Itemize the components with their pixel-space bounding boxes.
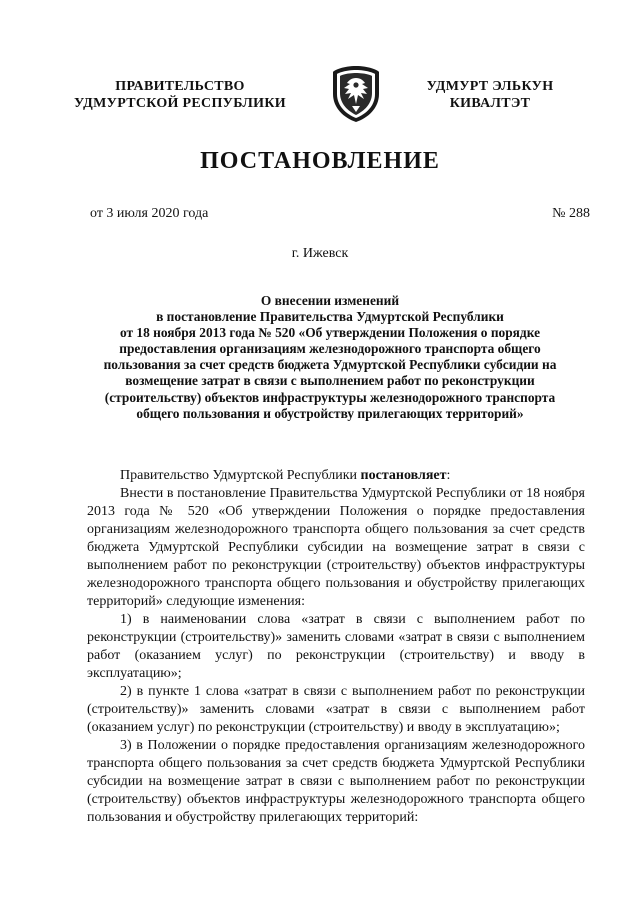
document-subject — [80, 293, 580, 422]
header-left-line2: УДМУРТСКОЙ РЕСПУБЛИКИ — [74, 96, 286, 111]
document-meta — [90, 206, 590, 224]
subject-line: (строительству) объектов инфраструктуры железнодорожного транспорта — [104, 389, 556, 405]
document-city: г. Ижевск — [291, 246, 349, 261]
government-name-russian — [60, 78, 300, 112]
subject-line: от 18 ноября 2013 года № 520 «Об утверждении Положения о порядке — [119, 325, 541, 341]
subject-line: общего пользования и обустройству прилегающих территорий» — [136, 405, 524, 421]
paragraph-main: Внести в постановление Правительства Удмуртской Республики от 18 ноября 2013 года № 520 «Об утверждении Положения о порядке предоставления организациям железнодорожного транспорта общего пользования за счет средств бюджета Удмуртской Республики субсидии на возмещение затрат в связи с выполнением работ по реконструкции (строительству) объектов инфраструктуры железнодорожного транспорта общего пользования и обустройству прилегающих территорий» следующие изменения: — [87, 486, 585, 609]
government-name-udmurt — [400, 78, 580, 112]
paragraph-item-1: 1) в наименовании слова «затрат в связи с выполнением работ по реконструкции (строительству)» заменить словами «затрат в связи с выполнением работ (оказанием услуг) по реконструкции (строительству) и вводу в эксплуатацию»; — [87, 612, 585, 681]
document-header — [0, 64, 640, 124]
header-left-line1: ПРАВИТЕЛЬСТВО — [115, 79, 245, 94]
intro-bold-verb: постановляет — [360, 468, 447, 483]
subject-line: возмещение затрат в связи с выполнением работ по реконструкции — [125, 373, 535, 389]
intro-text: Правительство Удмуртской Республики — [120, 468, 361, 483]
paragraph-item-2: 2) в пункте 1 слова «затрат в связи с выполнением работ по реконструкции (строительству)» заменить словами «затрат в связи с выполнением работ (оказанием услуг) по реконструкции (строительству) и вводу в эксплуатацию»; — [87, 684, 585, 735]
intro-colon: : — [446, 468, 451, 483]
document-number: № 288 — [552, 206, 590, 221]
header-right-line1: УДМУРТ ЭЛЬКУН — [426, 79, 554, 94]
subject-line: пользования за счет средств бюджета Удмуртской Республики субсидии на — [103, 357, 557, 373]
intro-paragraph — [87, 467, 585, 485]
udmurt-coat-of-arms-icon — [330, 64, 382, 124]
header-right-line2: КИВАЛТЭТ — [449, 96, 531, 111]
subject-line: в постановление Правительства Удмуртской Республики — [156, 309, 504, 325]
document-body — [87, 467, 585, 827]
subject-line: предоставления организациям железнодорожного транспорта общего — [119, 341, 541, 357]
paragraph-item-3: 3) в Положении о порядке предоставления организациям железнодорожного транспорта общего пользования за счет средств бюджета Удмуртской Республики субсидии на возмещение затрат в связи с выполнением работ по реконструкции (строительству) объектов инфраструктуры железнодорожного транспорта общего пользования и обустройству прилегающих территорий: — [87, 738, 585, 825]
subject-line: О внесении изменений — [260, 293, 400, 308]
document-title: ПОСТАНОВЛЕНИЕ — [200, 148, 440, 174]
document-date: от 3 июля 2020 года — [90, 206, 209, 221]
